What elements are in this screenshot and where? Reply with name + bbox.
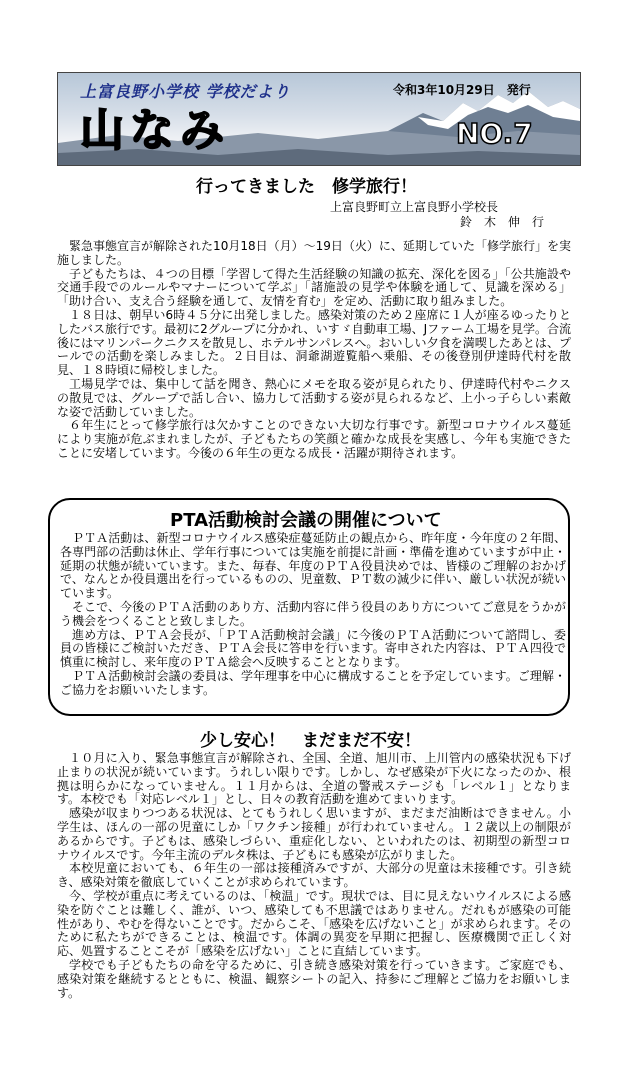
issue-number: NO.7 (456, 117, 533, 150)
author-name: 鈴 木 伸 行 (460, 215, 545, 229)
paragraph: そこで、今後のＰＴＡ活動のあり方、活動内容に伴う役員のあり方についてご意見をうかがう機会をつくることと致しました。 (60, 599, 566, 628)
masthead-banner (57, 72, 581, 166)
issue-date: 令和3年10月29日 発行 (393, 83, 531, 97)
author-title: 上富良野町立上富良野小学校長 (330, 200, 499, 214)
paragraph: １８日は、朝早い6時４５分に出発しました。感染対策のため２座席に１人が座るゆったりとしたバス旅行です。最初に2グループに分かれ、いすゞ自動車工場、Jファーム工場を見学。合流後にはマリンパークニクスを散見し、ホテルサンパレスへ。おいしい夕食を満喫したあとは、プールでの活動を楽しみました。２日目は、洞爺湖遊覧船へ乗船、その後登別伊達時代村を散見、１８時頃に帰校しました。 (57, 307, 571, 378)
paragraph: 本校児童においても、６年生の一部は接種済みですが、大部分の児童は未接種です。引き続き、感染対策を徹底していくことが求められています。 (57, 861, 571, 890)
school-name: 上富良野小学校 学校だより (80, 82, 291, 101)
paragraph: １０月に入り、緊急事態宣言が解除され、全国、全道、旭川市、上川管内の感染状況も下げ止まりの状況が続いています。うれしい限りです。しかし、なぜ感染が下火になったのか、根拠は明らかになっていません。１１月からは、全道の警戒ステージも「レベル１」となります。本校でも「対応レベル１」とし、日々の教育活動を進めてまいります。 (57, 751, 571, 807)
paragraph: 工場見学では、集中して話を聞き、熱心にメモを取る姿が見られたり、伊達時代村やニクスの散見では、グループで話し合い、協力して活動する姿が見られるなど、上小っ子らしい素敵な姿で活動していました。 (57, 376, 571, 419)
article-3-body (57, 752, 571, 1000)
paragraph: 学校でも子どもたちの命を守るために、引き続き感染対策を行っていきます。ご家庭でも、感染対策を継続するとともに、検温、観察シートの記入、持参にご理解とご協力をお願いします。 (57, 957, 571, 1000)
paragraph: ＰＴＡ活動検討会議の委員は、学年理事を中心に構成することを予定しています。ご理解・ご協力をお願いいたします。 (60, 668, 566, 697)
paragraph: 進め方は、ＰＴＡ会長が、「ＰＴＡ活動検討会議」に今後のＰＴＡ活動について諮問し、委員の皆様にご検討いただき、ＰＴＡ会長に答申を行います。寄申された内容は、ＰＴＡ四役で慎重に検討し、来年度のＰＴＡ総会へ反映することとなります。 (60, 627, 566, 670)
paragraph: ６年生にとって修学旅行は欠かすことのできない大切な行事です。新型コロナウイルス蔓延により実施が危ぶまれましたが、子どもたちの笑顔と確かな成長を実感し、今年も実施できたことに安堵しています。今後の６年生の更なる成長・活躍が期待されます。 (57, 418, 571, 460)
article-1-body (57, 240, 571, 461)
newsletter-title: 山なみ (80, 105, 230, 156)
article-3-title: 少し安心！ まだまだ不安！ (200, 731, 421, 751)
article-2-body (60, 532, 566, 698)
paragraph: 今、学校が重点に考えているのは、「検温」です。現状では、目に見えないウイルスによる感染を防ぐことは難しく、誰が、いつ、感染しても不思議ではありません。だれもが感染の可能性があり、やむを得ないことです。だからこそ、「感染を広げないこと」が求められます。そのために私たちができることは、検温です。体調の異変を早期に把握し、医療機関で正しく対応、処置することこそが「感染を広げない」ことに直結しています。 (57, 888, 571, 959)
article-1-title: 行ってきました 修学旅行！ (196, 177, 417, 197)
paragraph: 感染が収まりつつある状況は、とてもうれしく思いますが、まだまだ油断はできません。小学生は、ほんの一部の児童にしか「ワクチン接種」が行われていません。１２歳以上の制限があるからです。子どもは、感染しづらい、重症化しない、といわれたのは、初期型の新型コロナウイルスです。今年主流のデルタ株は、子どもにも感染が広がりました。 (57, 806, 571, 862)
paragraph: 子どもたちは、４つの目標「学習して得た生活経験の知識の拡充、深化を図る」「公共施設や交通手段でのルールやマナーについて学ぶ」「諸施設の見学や体験を通して、見識を深める」「助け合い、支え合う経験を通して、友情を育む」を定め、活動に取り組みました。 (57, 266, 571, 309)
paragraph: ＰＴＡ活動は、新型コロナウイルス感染症蔓延防止の観点から、昨年度・今年度の２年間、各専門部の活動は休止、学年行事については実施を前提に計画・準備を進めていますが中止・延期の状態が続いています。また、毎春、年度のＰＴＡ役員決めでは、皆様のご理解のおかげで、なんとか役員選出を行っているものの、児童数、ＰＴ数の減少に伴い、厳しい状況が続いています。 (60, 531, 566, 601)
paragraph: 緊急事態宣言が解除された10月18日（月）～19日（火）に、延期していた「修学旅行」を実施しました。 (57, 239, 571, 267)
article-2-title: PTA活動検討会議の開催について (170, 510, 442, 531)
